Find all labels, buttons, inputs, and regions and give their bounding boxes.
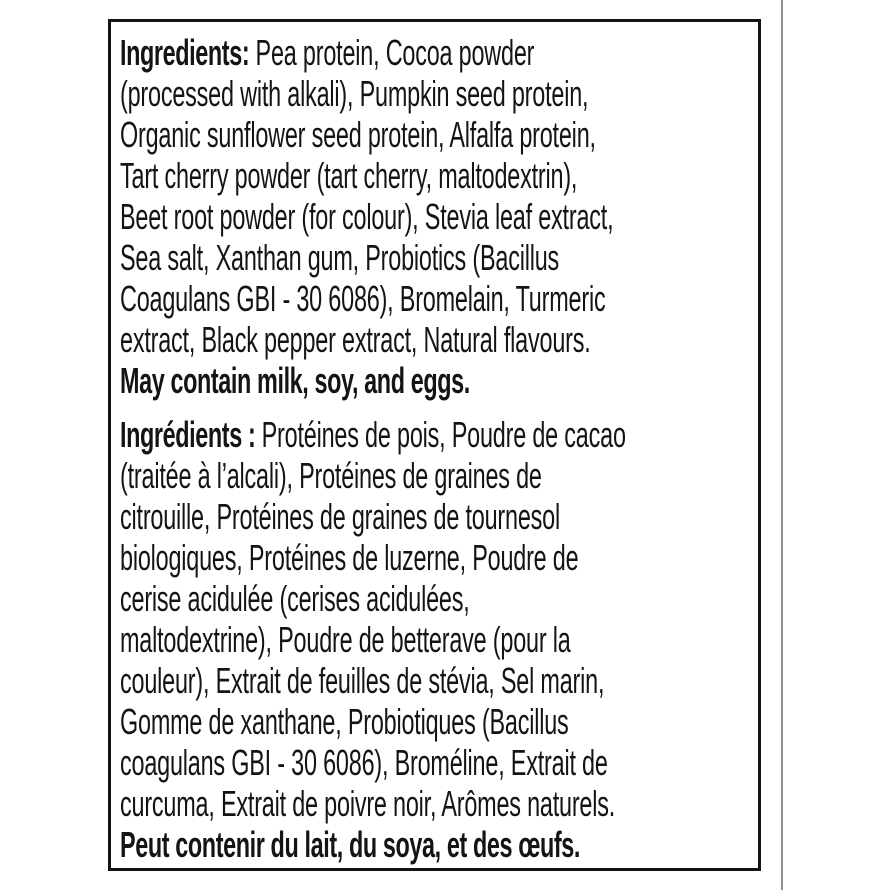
text-segment: extract, Black pepper extract, Natural flavours. (120, 319, 591, 360)
panel-content (120, 32, 757, 865)
text-segment: Protéines de pois, Poudre de cacao (255, 414, 626, 455)
bold-text-segment: Peut contenir du lait, du soya, et des œufs. (120, 824, 581, 865)
text-segment: biologiques, Protéines de luzerne, Poudre de (120, 537, 579, 578)
text-segment: (processed with alkali), Pumpkin seed protein, (120, 73, 589, 114)
text-line (120, 660, 757, 701)
text-line (120, 114, 757, 155)
text-line (120, 578, 757, 619)
text-segment: curcuma, Extrait de poivre noir, Arômes naturels. (120, 783, 616, 824)
text-line (120, 73, 757, 114)
text-line (120, 237, 757, 278)
text-segment: Coagulans GBI - 30 6086), Bromelain, Turmeric (120, 278, 606, 319)
text-segment: Beet root powder (for colour), Stevia leaf extract, (120, 196, 614, 237)
bold-text-segment: May contain milk, soy, and eggs. (120, 360, 470, 401)
ingredients-french-section (120, 414, 757, 865)
text-segment: couleur), Extrait de feuilles de stévia, Sel marin, (120, 660, 605, 701)
text-segment: maltodextrine), Poudre de betterave (pour la (120, 619, 571, 660)
text-segment: Tart cherry powder (tart cherry, maltodextrin), (120, 155, 578, 196)
text-segment: Pea protein, Cocoa powder (249, 32, 535, 73)
text-line (120, 278, 757, 319)
text-line (120, 824, 757, 865)
text-line (120, 32, 757, 73)
text-line (120, 319, 757, 360)
vertical-divider-line (781, 0, 783, 890)
ingredients-english-section (120, 32, 757, 401)
text-segment: (traitée à l’alcali), Protéines de graines de (120, 455, 542, 496)
text-line (120, 742, 757, 783)
text-line (120, 496, 757, 537)
text-line (120, 414, 757, 455)
bold-text-segment: Ingrédients : (120, 414, 256, 455)
text-line (120, 783, 757, 824)
text-segment: coagulans GBI - 30 6086), Broméline, Extrait de (120, 742, 608, 783)
ingredients-panel (108, 19, 761, 871)
text-line (120, 537, 757, 578)
text-line (120, 619, 757, 660)
text-line (120, 155, 757, 196)
text-line (120, 196, 757, 237)
text-line (120, 360, 757, 401)
text-segment: cerise acidulée (cerises acidulées, (120, 578, 470, 619)
text-line (120, 455, 757, 496)
text-segment: citrouille, Protéines de graines de tournesol (120, 496, 560, 537)
text-line (120, 701, 757, 742)
text-segment: Organic sunflower seed protein, Alfalfa protein, (120, 114, 596, 155)
text-segment: Sea salt, Xanthan gum, Probiotics (Bacillus (120, 237, 560, 278)
bold-text-segment: Ingredients: (120, 32, 250, 73)
text-segment: Gomme de xanthane, Probiotiques (Bacillus (120, 701, 569, 742)
